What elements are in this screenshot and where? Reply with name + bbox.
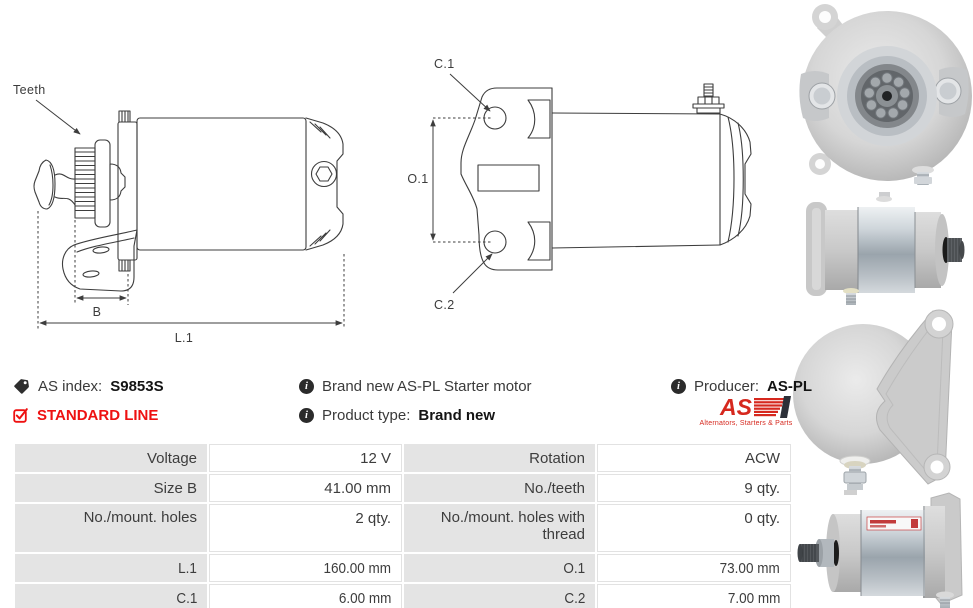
dim-label-l1: L.1 — [174, 331, 194, 345]
spec-value-cell: 6.00 mm — [209, 584, 402, 608]
table-row — [15, 474, 791, 502]
dim-label-c1: C.1 — [434, 57, 455, 71]
spec-label-cell: Size B — [15, 474, 207, 502]
logo-text: AS — [720, 395, 752, 420]
info-icon: i — [299, 379, 314, 394]
standard-line-label: STANDARD LINE — [37, 406, 159, 424]
spec-label-cell: O.1 — [404, 554, 595, 582]
spec-label-cell: C.2 — [404, 584, 595, 608]
product-type-label: Product type: — [322, 406, 411, 424]
as-index-value: S9853S — [110, 377, 164, 395]
spec-value-cell: 9 qty. — [597, 474, 791, 502]
logo-tagline: Alternators, Starters & Parts — [699, 420, 793, 427]
spec-value-cell: 41.00 mm — [209, 474, 402, 502]
spec-label-cell: No./mount. holes — [15, 504, 207, 552]
tag-icon — [13, 378, 30, 395]
spec-label-cell: Rotation — [404, 444, 595, 472]
table-row — [15, 504, 791, 552]
product-photo-side-right[interactable] — [795, 192, 973, 308]
table-row — [15, 444, 791, 472]
spec-label-cell: Voltage — [15, 444, 207, 472]
dim-label-b: B — [92, 305, 102, 319]
product-photo-front[interactable] — [795, 0, 973, 192]
spec-label-cell: No./mount. holes with thread — [404, 504, 595, 552]
producer-label: Producer: — [694, 377, 760, 395]
standard-line-row — [13, 406, 158, 424]
product-type-value: Brand new — [418, 406, 496, 424]
info-icon: i — [299, 408, 314, 423]
technical-drawing-mount-view — [398, 28, 778, 313]
spec-label-cell: L.1 — [15, 554, 207, 582]
checkbox-checked-icon — [13, 407, 29, 423]
product-photo-side-left[interactable] — [795, 490, 973, 608]
table-row — [15, 584, 791, 608]
spec-value-cell: 0 qty. — [597, 504, 791, 552]
dim-label-teeth: Teeth — [13, 83, 46, 97]
spec-label-cell: C.1 — [15, 584, 207, 608]
spec-value-cell: 7.00 mm — [597, 584, 791, 608]
technical-drawing-side-view — [8, 78, 358, 353]
product-photo-rear-bracket[interactable] — [793, 308, 973, 490]
spec-value-cell: 73.00 mm — [597, 554, 791, 582]
spec-value-cell: 2 qty. — [209, 504, 402, 552]
spec-value-cell: 160.00 mm — [209, 554, 402, 582]
product-type-row — [299, 406, 495, 424]
spec-value-cell: ACW — [597, 444, 791, 472]
brand-new-row — [299, 377, 532, 395]
spec-label-cell: No./teeth — [404, 474, 595, 502]
table-row — [15, 554, 791, 582]
producer-value: AS-PL — [767, 377, 813, 395]
as-index-row — [13, 377, 164, 395]
producer-row — [671, 377, 812, 395]
spec-table — [13, 442, 793, 608]
dim-label-c2: C.2 — [434, 298, 455, 312]
dim-label-o1: O.1 — [407, 172, 429, 186]
spec-value-cell: 12 V — [209, 444, 402, 472]
info-icon: i — [671, 379, 686, 394]
as-index-label: AS index: — [38, 377, 103, 395]
brand-new-text: Brand new AS-PL Starter motor — [322, 377, 532, 395]
